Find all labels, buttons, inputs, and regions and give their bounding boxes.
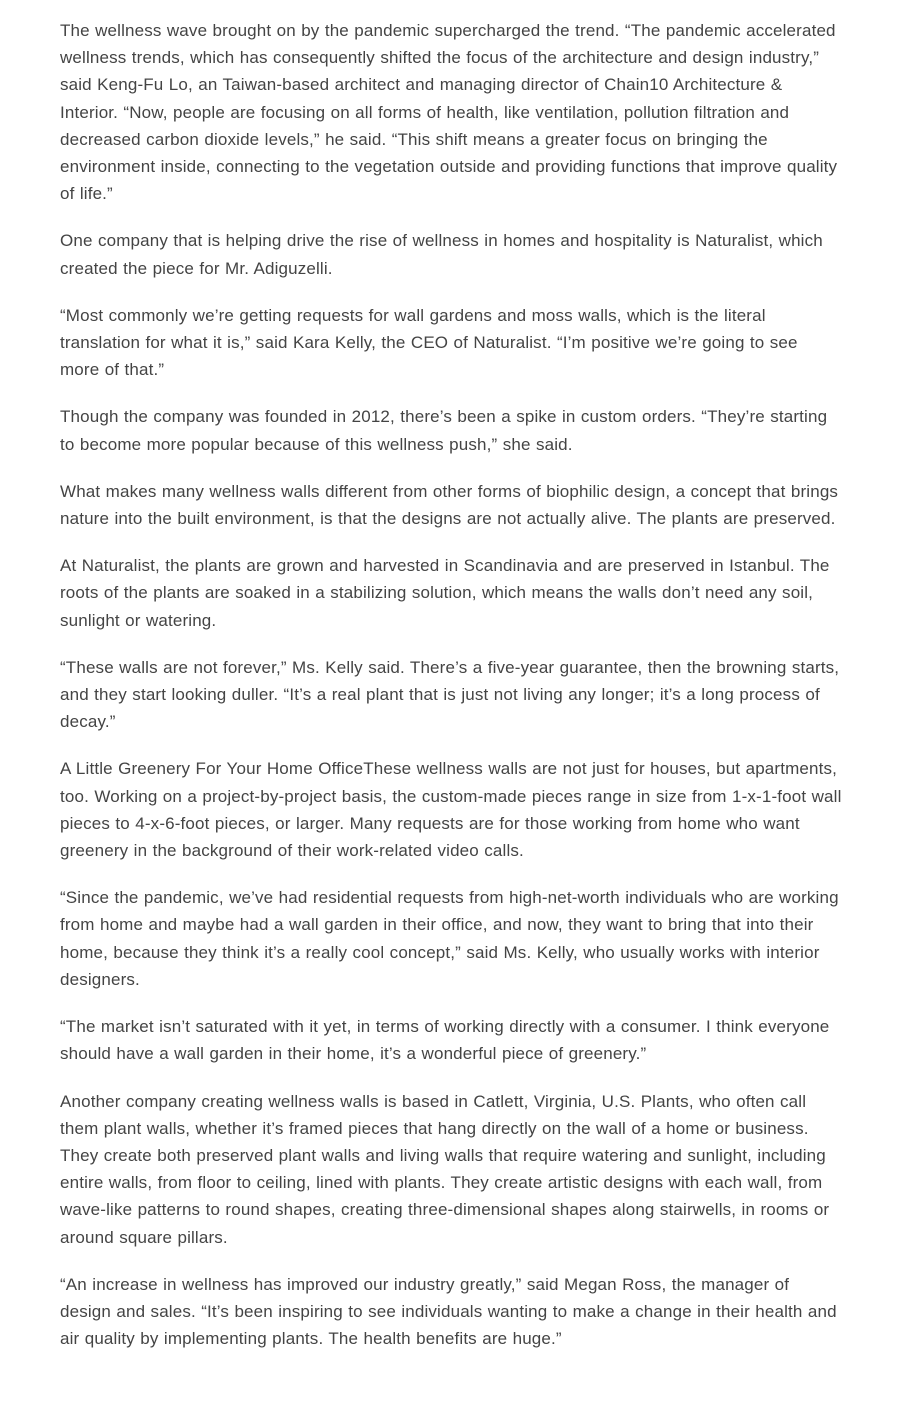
article-paragraph: Though the company was founded in 2012, there’s been a spike in custom orders. “They’re starting to become more popular because of this wellness push,” she said. [60, 407, 828, 454]
article-paragraph: “An increase in wellness has improved our industry greatly,” said Megan Ross, the manager of design and sales. “It’s been inspiring to see individuals wanting to make a change in their health and air quality by implementing plants. The health benefits are huge.” [60, 1274, 837, 1349]
article-paragraph: At Naturalist, the plants are grown and harvested in Scandinavia and are preserved in Istanbul. The roots of the plants are soaked in a stabilizing solution, which means the walls don’t need any soil, sunlight or watering. [60, 556, 830, 630]
article-paragraph: The wellness wave brought on by the pandemic supercharged the trend. “The pandemic accelerated wellness trends, which has consequently shifted the focus of the architecture and design industry,” said Keng-Fu Lo, an Taiwan-based architect and managing director of Chain10 Architecture & Interior. “Now, people are focusing on all forms of health, like ventilation, pollution filtration and decreased carbon dioxide levels,” he said. “This shift means a greater focus on bringing the environment inside, connecting to the vegetation outside and providing functions that improve quality of life.” [60, 21, 838, 204]
article-paragraph: “These walls are not forever,” Ms. Kelly said. There’s a five-year guarantee, then the browning starts, and they start looking duller. “It’s a real plant that is just not living any longer; it’s a long process of decay.” [60, 657, 840, 732]
article-paragraph: A Little Greenery For Your Home OfficeThese wellness walls are not just for houses, but apartments, too. Working on a project-by-project basis, the custom-made pieces range in size from 1-x-1-foot wall pieces to 4-x-6-foot pieces, or larger. Many requests are for those working from home who want greenery in the background of their work-related video calls. [60, 759, 842, 861]
article-paragraph: What makes many wellness walls different from other forms of biophilic design, a concept that brings nature into the built environment, is that the designs are not actually alive. The plants are preserved. [60, 481, 839, 529]
article-paragraph: “Most commonly we’re getting requests for wall gardens and moss walls, which is the literal translation for what it is,” said Kara Kelly, the CEO of Naturalist. “I’m positive we’re going to see more of that.” [60, 305, 798, 380]
article-paragraph: “Since the pandemic, we’ve had residential requests from high-net-worth individuals who are working from home and maybe had a wall garden in their office, and now, they want to bring that into their home, because they think it’s a really cool concept,” said Ms. Kelly, who usually works with interior designers. [60, 888, 839, 989]
article-paragraph: “The market isn’t saturated with it yet, in terms of working directly with a consumer. I think everyone should have a wall garden in their home, it’s a wonderful piece of greenery.” [60, 1017, 830, 1064]
article-paragraph: One company that is helping drive the rise of wellness in homes and hospitality is Naturalist, which created the piece for Mr. Adiguzelli. [60, 231, 823, 278]
article-body [60, 17, 842, 1372]
article-paragraph: Another company creating wellness walls is based in Catlett, Virginia, U.S. Plants, who often call them plant walls, whether it’s framed pieces that hang directly on the wall of a home or business. They create both preserved plant walls and living walls that require watering and sunlight, including entire walls, from floor to ceiling, lined with plants. They create artistic designs with each wall, from wave-like patterns to round shapes, creating three-dimensional shapes along stairwells, in rooms or around square pillars. [60, 1091, 830, 1247]
